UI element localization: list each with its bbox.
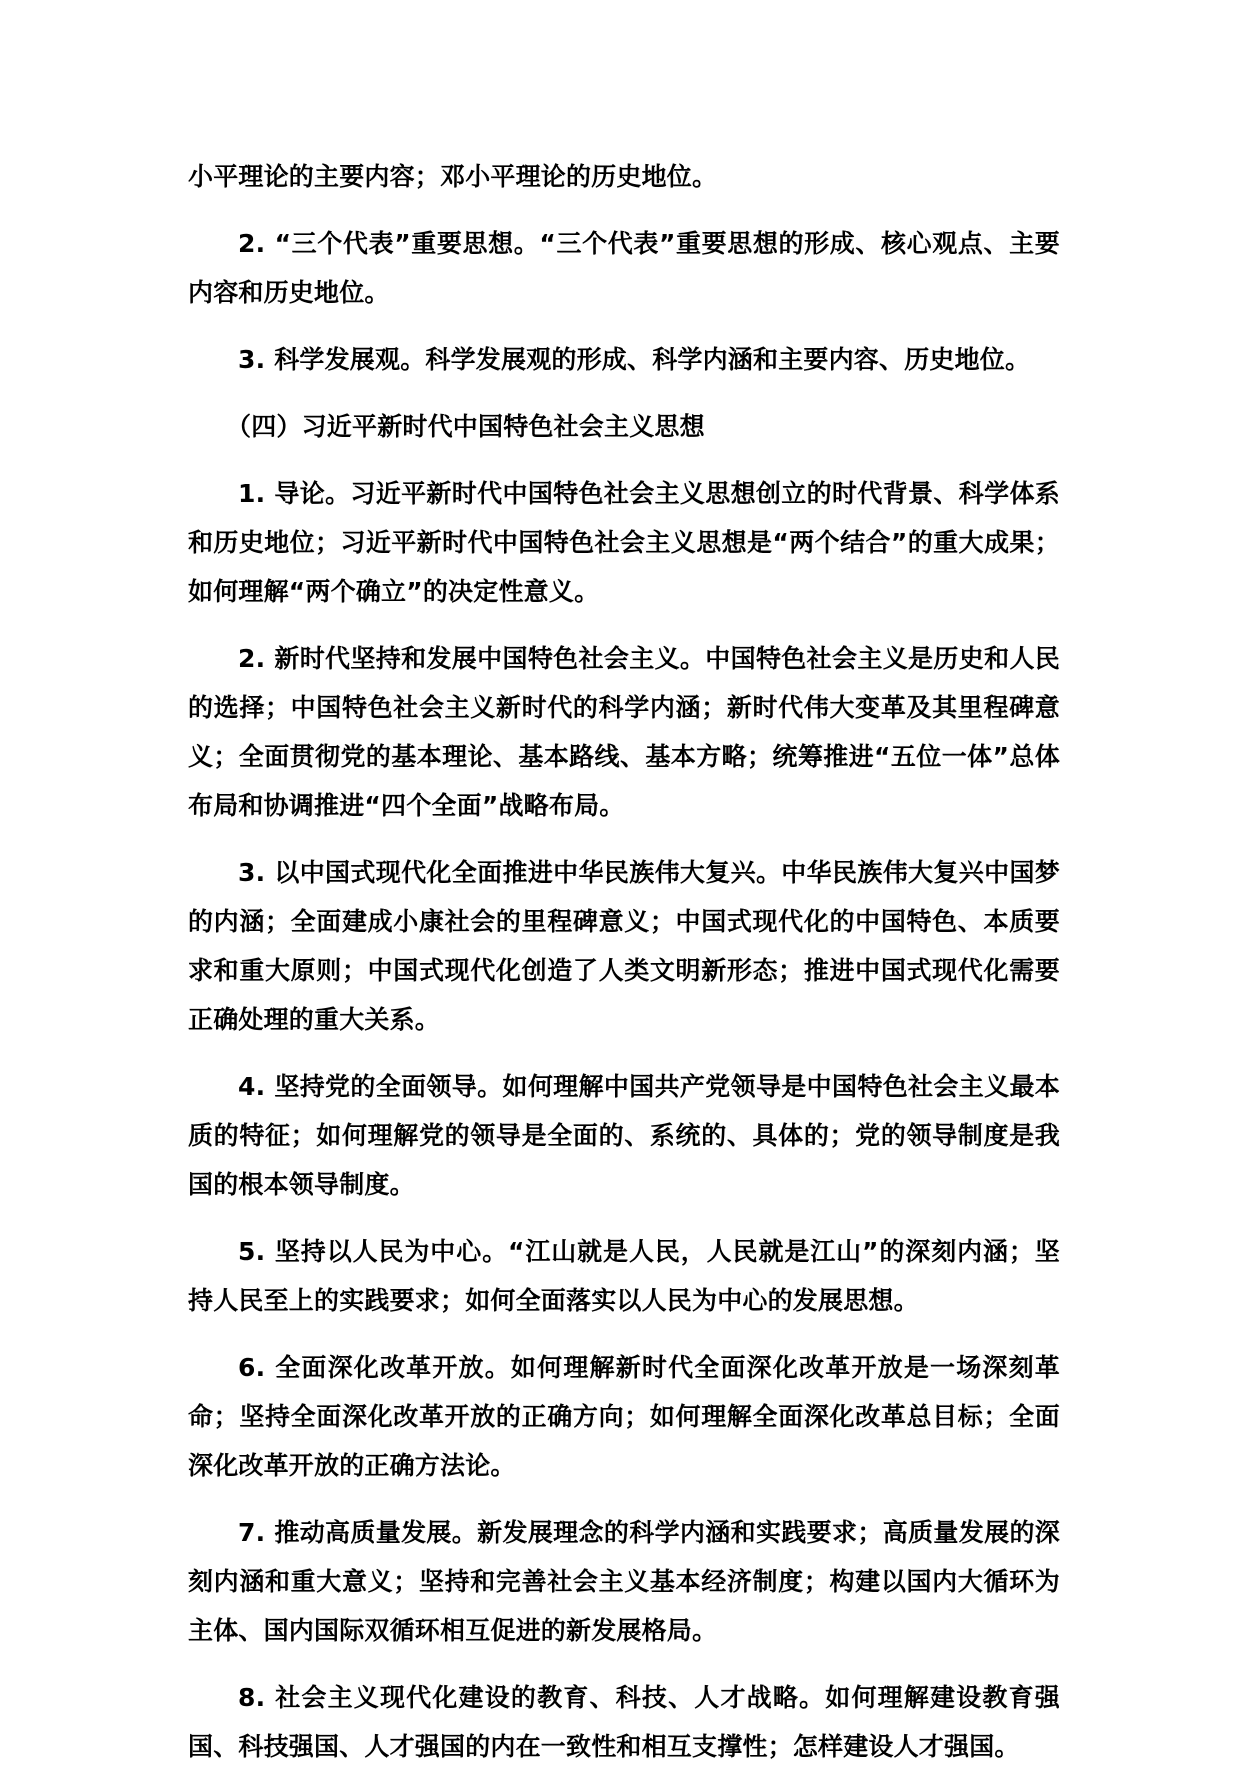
paragraph-continuation: 小平理论的主要内容；邓小平理论的历史地位。: [188, 162, 718, 191]
document-page: [188, 152, 1060, 1789]
paragraph-introduction: 1. 导论。习近平新时代中国特色社会主义思想创立的时代背景、科学体系和历史地位；习近平新时代中国特色社会主义思想是“两个结合”的重大成果；如何理解“两个确立”的决定性意义。: [188, 479, 1060, 606]
paragraph-party-leadership: 4. 坚持党的全面领导。如何理解中国共产党领导是中国特色社会主义最本质的特征；如何理解党的领导是全面的、系统的、具体的；党的领导制度是我国的根本领导制度。: [188, 1072, 1060, 1199]
paragraph-scientific-outlook: 3. 科学发展观。科学发展观的形成、科学内涵和主要内容、历史地位。: [238, 345, 1031, 374]
paragraph-high-quality-development: 7. 推动高质量发展。新发展理念的科学内涵和实践要求；高质量发展的深刻内涵和重大意义；坚持和完善社会主义基本经济制度；构建以国内大循环为主体、国内国际双循环相互促进的新发展格局。: [188, 1518, 1060, 1645]
paragraph-new-era-socialism: 2. 新时代坚持和发展中国特色社会主义。中国特色社会主义是历史和人民的选择；中国特色社会主义新时代的科学内涵；新时代伟大变革及其里程碑意义；全面贯彻党的基本理论、基本路线、基本方略；统筹推进“五位一体”总体布局和协调推进“四个全面”战略布局。: [188, 644, 1060, 820]
section-heading-four: （四）习近平新时代中国特色社会主义思想: [226, 412, 705, 441]
paragraph-people-centered: 5. 坚持以人民为中心。“江山就是人民，人民就是江山”的深刻内涵；坚持人民至上的实践要求；如何全面落实以人民为中心的发展思想。: [188, 1237, 1060, 1315]
paragraph-education-science-talent: 8. 社会主义现代化建设的教育、科技、人才战略。如何理解建设教育强国、科技强国、人才强国的内在一致性和相互支撑性；怎样建设人才强国。: [188, 1683, 1060, 1761]
paragraph-chinese-modernization: 3. 以中国式现代化全面推进中华民族伟大复兴。中华民族伟大复兴中国梦的内涵；全面建成小康社会的里程碑意义；中国式现代化的中国特色、本质要求和重大原则；中国式现代化创造了人类文明新形态；推进中国式现代化需要正确处理的重大关系。: [188, 858, 1060, 1034]
paragraph-reform-opening: 6. 全面深化改革开放。如何理解新时代全面深化改革开放是一场深刻革命；坚持全面深化改革开放的正确方向；如何理解全面深化改革总目标；全面深化改革开放的正确方法论。: [188, 1353, 1060, 1480]
paragraph-three-represents: 2. “三个代表”重要思想。“三个代表”重要思想的形成、核心观点、主要内容和历史地位。: [188, 229, 1060, 307]
